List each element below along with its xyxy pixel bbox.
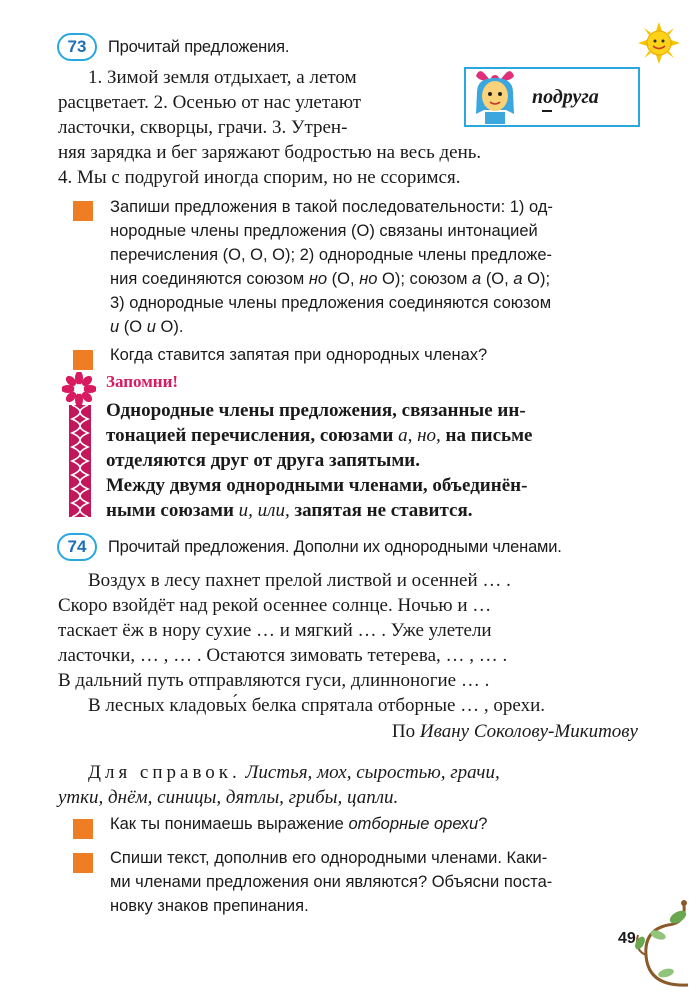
conjunction-example: и, или, bbox=[238, 500, 290, 521]
conjunction-example: но bbox=[308, 270, 328, 288]
conjunction-example: а, но, bbox=[398, 425, 441, 446]
rule-line bbox=[106, 499, 473, 523]
text-line: ласточки, скворцы, грачи. 3. Утрен- bbox=[58, 117, 348, 138]
exercise-74-number: 74 bbox=[57, 533, 97, 561]
girl-illustration-icon bbox=[470, 70, 520, 124]
text-line: 4. Мы с подругой иногда спорим, но не ссоримся. bbox=[58, 167, 461, 188]
task-marker-icon bbox=[73, 201, 93, 221]
author-prefix: По bbox=[391, 721, 416, 742]
text-line: таскает ёж в нору сухие … и мягкий … . Уже улетели bbox=[58, 620, 492, 641]
rule-text: тонацией перечисления, союзами bbox=[106, 425, 394, 446]
rule-line: Между двумя однородными членами, объединён- bbox=[106, 475, 528, 496]
conjunction-example: а bbox=[472, 270, 482, 288]
task-marker-icon bbox=[73, 819, 93, 839]
text-line: ласточки, … , … . Остаются зимовать тетерева, … , … . bbox=[58, 645, 508, 666]
task-text: О); союзом bbox=[382, 270, 468, 288]
task-line: перечисления (О, О, О); 2) однородные члены предложе- bbox=[110, 246, 552, 264]
author-attribution bbox=[392, 720, 638, 744]
task-line: Спиши текст, дополнив его однородными членами. Каки- bbox=[110, 849, 548, 867]
conjunction-example: но bbox=[359, 270, 378, 288]
exercise-74-task-1 bbox=[110, 815, 487, 834]
sun-icon bbox=[638, 22, 680, 64]
task-line: нородные члены предложения (О) связаны интонацией bbox=[110, 222, 538, 240]
reference-label: Для справок. bbox=[88, 762, 241, 783]
vocabulary-card bbox=[464, 67, 640, 127]
text-line: В лесных кладовы́х белка спрятала отборные … , орехи. bbox=[88, 695, 546, 716]
rule-line: отделяются друг от друга запятыми. bbox=[106, 450, 420, 471]
text-line: няя зарядка и бег заряжают бодростью на весь день. bbox=[58, 142, 482, 163]
reference-line bbox=[88, 761, 500, 785]
conjunction-example: а bbox=[513, 270, 523, 288]
text-line: 1. Зимой земля отдыхает, а летом bbox=[88, 67, 357, 88]
task-text: О). bbox=[160, 318, 184, 336]
author-name: Ивану Соколову-Микитову bbox=[419, 721, 638, 742]
task-line bbox=[110, 270, 550, 289]
conjunction-example: и bbox=[110, 318, 120, 336]
rule-text: запятая не ставится. bbox=[294, 500, 473, 521]
task-phrase: отборные орехи bbox=[348, 815, 479, 833]
task-line: 3) однородные члены предложения соединяются союзом bbox=[110, 294, 552, 312]
text-line: В дальний путь отправляются гуси, длинноногие … . bbox=[58, 670, 490, 691]
remember-ornament-strip bbox=[69, 405, 91, 517]
remember-title: Запомни! bbox=[106, 372, 179, 391]
task-line: ми членами предложения они являются? Объясни поста- bbox=[110, 873, 553, 891]
exercise-73-title: Прочитай предложения. bbox=[108, 38, 290, 56]
text-line: Скоро взойдёт над рекой осеннее солнце. Ночью и … bbox=[58, 595, 492, 616]
rule-text: на письме bbox=[445, 425, 533, 446]
task-marker-icon bbox=[73, 853, 93, 873]
task-text: (О bbox=[123, 318, 143, 336]
task-line bbox=[110, 318, 183, 337]
task-line: новку знаков препинания. bbox=[110, 897, 309, 915]
conjunction-example: и bbox=[146, 318, 156, 336]
exercise-73-task-2: Когда ставится запятая при однородных членах? bbox=[110, 346, 488, 364]
task-text: ния соединяются союзом bbox=[110, 270, 305, 288]
task-text: ? bbox=[478, 815, 488, 833]
reference-words: Листья, мох, сыростью, грачи, bbox=[245, 762, 500, 783]
text-line: Воздух в лесу пахнет прелой листвой и осенней … . bbox=[88, 570, 511, 591]
exercise-74-title: Прочитай предложения. Дополни их однородными членами. bbox=[108, 538, 562, 556]
stress-underline bbox=[542, 110, 552, 112]
reference-line bbox=[58, 786, 398, 810]
reference-words: утки, днём, синицы, дятлы, грибы, цапли. bbox=[58, 787, 399, 808]
task-text: Как ты понимаешь выражение bbox=[110, 815, 344, 833]
task-line: Запиши предложения в такой последовательности: 1) од- bbox=[110, 198, 553, 216]
rule-line bbox=[106, 424, 532, 448]
exercise-73-number: 73 bbox=[57, 33, 97, 61]
task-marker-icon bbox=[73, 350, 93, 370]
task-text: О); bbox=[527, 270, 551, 288]
vocabulary-word: подруга bbox=[532, 86, 599, 108]
task-text: (О, bbox=[485, 270, 509, 288]
rule-line: Однородные члены предложения, связанные ин- bbox=[106, 400, 526, 421]
task-text: (О, bbox=[331, 270, 355, 288]
remember-flower-icon bbox=[62, 372, 96, 406]
text-line: расцветает. 2. Осенью от нас улетают bbox=[58, 92, 362, 113]
corner-ornament-icon bbox=[628, 895, 692, 990]
page-number: 49 bbox=[618, 930, 636, 947]
rule-text: ными союзами bbox=[106, 500, 234, 521]
